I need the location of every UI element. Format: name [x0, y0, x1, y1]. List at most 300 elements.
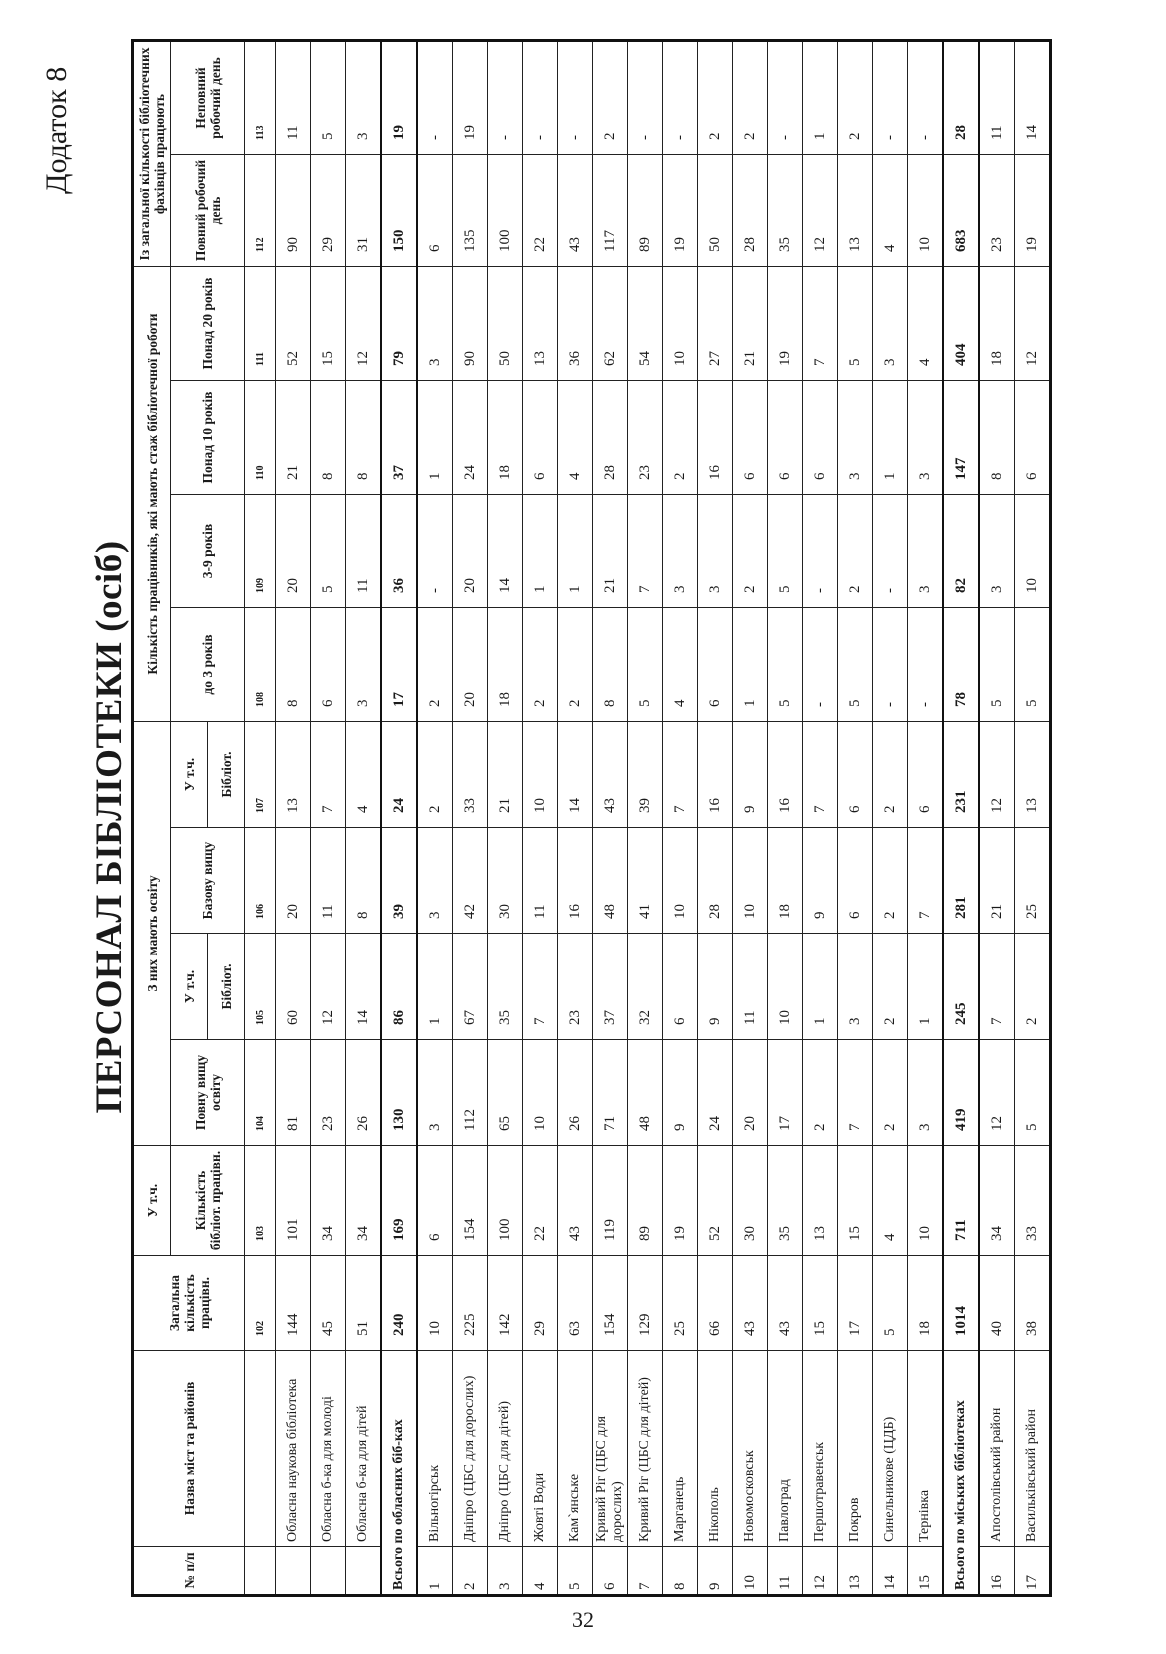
- value-cell: 90: [453, 267, 488, 381]
- value-cell: 25: [663, 1256, 698, 1351]
- value-cell: 154: [593, 1256, 628, 1351]
- column-number: 113: [245, 40, 276, 154]
- value-cell: 8: [346, 828, 382, 934]
- header-name: Назва міст та районів: [133, 1351, 245, 1547]
- header-num: № п/п: [133, 1547, 245, 1596]
- column-number: 106: [245, 828, 276, 934]
- value-cell: 3: [698, 495, 733, 608]
- row-name: Покров: [838, 1351, 873, 1547]
- value-cell: 13: [276, 722, 311, 828]
- value-cell: 5: [838, 267, 873, 381]
- value-cell: 12: [346, 267, 382, 381]
- value-cell: 30: [733, 1146, 768, 1256]
- value-cell: 34: [311, 1146, 346, 1256]
- value-cell: 52: [276, 267, 311, 381]
- column-number: 110: [245, 381, 276, 495]
- column-number: 104: [245, 1040, 276, 1146]
- value-cell: 3: [663, 495, 698, 608]
- value-cell: 36: [558, 267, 593, 381]
- value-cell: 16: [558, 828, 593, 934]
- value-cell: -: [908, 40, 944, 154]
- value-cell: 26: [558, 1040, 593, 1146]
- value-cell: 3: [417, 1040, 453, 1146]
- value-cell: 8: [276, 608, 311, 722]
- value-cell: -: [768, 40, 803, 154]
- value-cell: 5: [768, 495, 803, 608]
- header-incl-lib-1: У т.ч.: [171, 934, 208, 1040]
- value-cell: 2: [558, 608, 593, 722]
- value-cell: 17: [838, 1256, 873, 1351]
- row-name: Васильківський район: [1015, 1351, 1051, 1547]
- column-number: 108: [245, 608, 276, 722]
- row-name: Першотравенськ: [803, 1351, 838, 1547]
- value-cell: 18: [908, 1256, 944, 1351]
- value-cell: 15: [838, 1146, 873, 1256]
- row-name: Новомосковськ: [733, 1351, 768, 1547]
- table-row: [628, 40, 663, 1595]
- value-cell: 2: [523, 608, 558, 722]
- value-cell: 12: [1015, 267, 1051, 381]
- value-cell: 1: [803, 934, 838, 1040]
- value-cell: 60: [276, 934, 311, 1040]
- value-cell: 31: [346, 155, 382, 267]
- value-cell: 7: [523, 934, 558, 1040]
- value-cell: 63: [558, 1256, 593, 1351]
- value-cell: 11: [346, 495, 382, 608]
- page-title: ПЕРСОНАЛ БІБЛІОТЕКИ (осіб): [89, 540, 130, 1114]
- value-cell: 14: [488, 495, 523, 608]
- value-cell: 10: [908, 1146, 944, 1256]
- value-cell: 28: [698, 828, 733, 934]
- table-row: [908, 40, 944, 1595]
- value-cell: 1: [908, 934, 944, 1040]
- value-cell: 11: [311, 828, 346, 934]
- row-name: Марганець: [663, 1351, 698, 1547]
- value-cell: 40: [979, 1256, 1015, 1351]
- value-cell: 6: [698, 608, 733, 722]
- total-label: Всього по обласних біб-ках: [381, 1351, 417, 1596]
- value-cell: 43: [768, 1256, 803, 1351]
- value-cell: 4: [558, 381, 593, 495]
- table-row: [768, 40, 803, 1595]
- column-number: 112: [245, 155, 276, 267]
- value-cell: 14: [1015, 40, 1051, 154]
- row-number: 5: [558, 1547, 593, 1596]
- column-number: 105: [245, 934, 276, 1040]
- value-cell: 6: [311, 608, 346, 722]
- staff-table: [131, 39, 1052, 1597]
- value-cell: 3: [346, 40, 382, 154]
- row-name: Тернівка: [908, 1351, 944, 1547]
- value-cell: 7: [628, 495, 663, 608]
- value-cell: 150: [381, 155, 417, 267]
- value-cell: 21: [979, 828, 1015, 934]
- value-cell: 7: [311, 722, 346, 828]
- value-cell: 135: [453, 155, 488, 267]
- table-row: [873, 40, 908, 1595]
- value-cell: 43: [558, 155, 593, 267]
- value-cell: 10: [417, 1256, 453, 1351]
- value-cell: 17: [381, 608, 417, 722]
- value-cell: 7: [803, 722, 838, 828]
- value-cell: 89: [628, 1146, 663, 1256]
- value-cell: 2: [698, 40, 733, 154]
- value-cell: 5: [768, 608, 803, 722]
- value-cell: 154: [453, 1146, 488, 1256]
- value-cell: 23: [311, 1040, 346, 1146]
- value-cell: -: [873, 40, 908, 154]
- value-cell: 20: [276, 495, 311, 608]
- value-cell: 225: [453, 1256, 488, 1351]
- table-row: [417, 40, 453, 1595]
- value-cell: 6: [663, 934, 698, 1040]
- value-cell: 9: [663, 1040, 698, 1146]
- value-cell: 3: [908, 1040, 944, 1146]
- header-work: Із загальної кількості бібліотечних фахівців працюють: [133, 40, 171, 266]
- row-number: 7: [628, 1547, 663, 1596]
- value-cell: 19: [1015, 155, 1051, 267]
- header-basic-higher: Базову вищу: [171, 828, 245, 934]
- value-cell: 1: [523, 495, 558, 608]
- row-number: 4: [523, 1547, 558, 1596]
- value-cell: 19: [663, 155, 698, 267]
- value-cell: 6: [803, 381, 838, 495]
- header-exp-3: до 3 років: [171, 608, 245, 722]
- value-cell: 20: [733, 1040, 768, 1146]
- value-cell: 4: [346, 722, 382, 828]
- value-cell: 3: [908, 381, 944, 495]
- value-cell: 3: [417, 267, 453, 381]
- value-cell: 23: [979, 155, 1015, 267]
- value-cell: 2: [873, 722, 908, 828]
- value-cell: 144: [276, 1256, 311, 1351]
- value-cell: 22: [523, 155, 558, 267]
- value-cell: 28: [593, 381, 628, 495]
- header-exp-10: Понад 10 років: [171, 381, 245, 495]
- value-cell: -: [488, 40, 523, 154]
- column-number: 109: [245, 495, 276, 608]
- value-cell: 32: [628, 934, 663, 1040]
- value-cell: 51: [346, 1256, 382, 1351]
- value-cell: 7: [838, 1040, 873, 1146]
- value-cell: 33: [1015, 1146, 1051, 1256]
- value-cell: 10: [1015, 495, 1051, 608]
- value-cell: 7: [979, 934, 1015, 1040]
- value-cell: 43: [593, 722, 628, 828]
- table-row: [311, 40, 346, 1595]
- value-cell: 6: [908, 722, 944, 828]
- value-cell: 45: [311, 1256, 346, 1351]
- row-number: 13: [838, 1547, 873, 1596]
- table-row: [979, 40, 1015, 1595]
- row-name: Обласна б-ка для молоді: [311, 1351, 346, 1547]
- value-cell: 65: [488, 1040, 523, 1146]
- value-cell: 30: [488, 828, 523, 934]
- value-cell: 11: [523, 828, 558, 934]
- value-cell: 81: [276, 1040, 311, 1146]
- value-cell: 7: [663, 722, 698, 828]
- value-cell: 78: [943, 608, 979, 722]
- value-cell: 16: [768, 722, 803, 828]
- value-cell: 101: [276, 1146, 311, 1256]
- value-cell: 89: [628, 155, 663, 267]
- value-cell: 18: [979, 267, 1015, 381]
- value-cell: 24: [698, 1040, 733, 1146]
- value-cell: 10: [733, 828, 768, 934]
- value-cell: 5: [311, 40, 346, 154]
- value-cell: 231: [943, 722, 979, 828]
- value-cell: 18: [488, 608, 523, 722]
- value-cell: 39: [381, 828, 417, 934]
- value-cell: 27: [698, 267, 733, 381]
- value-cell: 683: [943, 155, 979, 267]
- row-number: [346, 1547, 382, 1596]
- value-cell: 52: [698, 1146, 733, 1256]
- header-exp-20: Понад 20 років: [171, 267, 245, 381]
- value-cell: 7: [908, 828, 944, 934]
- value-cell: 10: [523, 722, 558, 828]
- row-name: Обласна наукова бібліотека: [276, 1351, 311, 1547]
- value-cell: 2: [733, 40, 768, 154]
- table-row: [803, 40, 838, 1595]
- value-cell: 21: [488, 722, 523, 828]
- value-cell: 41: [628, 828, 663, 934]
- value-cell: 82: [943, 495, 979, 608]
- header-part-day: Неповний робочий день: [171, 40, 245, 154]
- column-number-cell: [245, 1351, 276, 1547]
- value-cell: 5: [1015, 608, 1051, 722]
- value-cell: -: [523, 40, 558, 154]
- row-name: Вільногірськ: [417, 1351, 453, 1547]
- value-cell: 1014: [943, 1256, 979, 1351]
- value-cell: 240: [381, 1256, 417, 1351]
- value-cell: 2: [733, 495, 768, 608]
- value-cell: 711: [943, 1146, 979, 1256]
- value-cell: 13: [803, 1146, 838, 1256]
- value-cell: 50: [488, 267, 523, 381]
- table-row: [453, 40, 488, 1595]
- row-name: Обласна б-ка для дітей: [346, 1351, 382, 1547]
- header-experience: Кількість працівників, які мають стаж бібліотечної роботи: [133, 267, 171, 722]
- value-cell: 5: [873, 1256, 908, 1351]
- value-cell: 36: [381, 495, 417, 608]
- value-cell: 43: [733, 1256, 768, 1351]
- value-cell: 20: [453, 608, 488, 722]
- value-cell: 2: [838, 495, 873, 608]
- value-cell: -: [873, 608, 908, 722]
- value-cell: -: [417, 40, 453, 154]
- value-cell: 2: [417, 608, 453, 722]
- value-cell: 6: [1015, 381, 1051, 495]
- value-cell: 245: [943, 934, 979, 1040]
- total-row: [381, 40, 417, 1595]
- value-cell: 2: [803, 1040, 838, 1146]
- header-education: З них мають освіту: [133, 722, 171, 1146]
- value-cell: 112: [453, 1040, 488, 1146]
- value-cell: 39: [628, 722, 663, 828]
- value-cell: 22: [523, 1146, 558, 1256]
- value-cell: 28: [733, 155, 768, 267]
- value-cell: -: [803, 495, 838, 608]
- value-cell: 15: [803, 1256, 838, 1351]
- row-number: 9: [698, 1547, 733, 1596]
- value-cell: 4: [873, 1146, 908, 1256]
- value-cell: -: [908, 608, 944, 722]
- value-cell: 6: [417, 155, 453, 267]
- row-name: Павлоград: [768, 1351, 803, 1547]
- value-cell: 281: [943, 828, 979, 934]
- value-cell: 4: [873, 155, 908, 267]
- value-cell: 6: [838, 828, 873, 934]
- value-cell: 12: [311, 934, 346, 1040]
- value-cell: 2: [593, 40, 628, 154]
- row-name: Дніпро (ЦБС для дорослих): [453, 1351, 488, 1547]
- value-cell: 66: [698, 1256, 733, 1351]
- table-row: [1015, 40, 1051, 1595]
- value-cell: 37: [593, 934, 628, 1040]
- row-number: [311, 1547, 346, 1596]
- value-cell: 12: [979, 722, 1015, 828]
- total-label: Всього по міських бібліотеках: [943, 1351, 979, 1596]
- value-cell: 21: [276, 381, 311, 495]
- page-number: 32: [572, 1607, 594, 1632]
- value-cell: 1: [873, 381, 908, 495]
- value-cell: 2: [1015, 934, 1051, 1040]
- header-exp-3-9: 3-9 років: [171, 495, 245, 608]
- value-cell: 25: [1015, 828, 1051, 934]
- row-number: 16: [979, 1547, 1015, 1596]
- row-name: Кривий Ріг (ЦБС для дітей): [628, 1351, 663, 1547]
- value-cell: 28: [943, 40, 979, 154]
- value-cell: 6: [838, 722, 873, 828]
- value-cell: 1: [733, 608, 768, 722]
- value-cell: 6: [768, 381, 803, 495]
- row-number: 11: [768, 1547, 803, 1596]
- value-cell: 26: [346, 1040, 382, 1146]
- value-cell: 129: [628, 1256, 663, 1351]
- column-number-row: [245, 40, 276, 1595]
- value-cell: 35: [768, 1146, 803, 1256]
- table-row: [593, 40, 628, 1595]
- value-cell: 8: [346, 381, 382, 495]
- value-cell: 20: [276, 828, 311, 934]
- column-number-cell: [245, 1547, 276, 1596]
- value-cell: 35: [768, 155, 803, 267]
- value-cell: 2: [873, 1040, 908, 1146]
- value-cell: 19: [768, 267, 803, 381]
- value-cell: 16: [698, 381, 733, 495]
- value-cell: 3: [346, 608, 382, 722]
- row-number: [276, 1547, 311, 1596]
- row-number: 17: [1015, 1547, 1051, 1596]
- value-cell: 48: [628, 1040, 663, 1146]
- value-cell: 54: [628, 267, 663, 381]
- value-cell: 19: [381, 40, 417, 154]
- value-cell: 1: [417, 934, 453, 1040]
- value-cell: 3: [838, 381, 873, 495]
- table-row: [663, 40, 698, 1595]
- value-cell: 2: [417, 722, 453, 828]
- value-cell: 10: [523, 1040, 558, 1146]
- value-cell: 419: [943, 1040, 979, 1146]
- value-cell: 23: [628, 381, 663, 495]
- header-total: Загальна кількість працівн.: [133, 1256, 245, 1351]
- value-cell: 10: [663, 267, 698, 381]
- value-cell: 5: [628, 608, 663, 722]
- header-incl: У т.ч.: [133, 1146, 171, 1256]
- value-cell: 79: [381, 267, 417, 381]
- value-cell: 13: [523, 267, 558, 381]
- value-cell: 3: [417, 828, 453, 934]
- value-cell: 33: [453, 722, 488, 828]
- row-number: 2: [453, 1547, 488, 1596]
- value-cell: 86: [381, 934, 417, 1040]
- value-cell: 117: [593, 155, 628, 267]
- row-number: 15: [908, 1547, 944, 1596]
- value-cell: 9: [698, 934, 733, 1040]
- value-cell: -: [417, 495, 453, 608]
- value-cell: 10: [768, 934, 803, 1040]
- value-cell: 14: [558, 722, 593, 828]
- value-cell: 11: [733, 934, 768, 1040]
- appendix-label: Додаток 8: [40, 66, 73, 194]
- value-cell: 5: [838, 608, 873, 722]
- row-number: 8: [663, 1547, 698, 1596]
- value-cell: 23: [558, 934, 593, 1040]
- column-number: 107: [245, 722, 276, 828]
- value-cell: 8: [311, 381, 346, 495]
- value-cell: 12: [803, 155, 838, 267]
- value-cell: 29: [523, 1256, 558, 1351]
- value-cell: 35: [488, 934, 523, 1040]
- value-cell: 11: [979, 40, 1015, 154]
- value-cell: 5: [979, 608, 1015, 722]
- value-cell: 6: [733, 381, 768, 495]
- value-cell: 2: [873, 828, 908, 934]
- row-number: 12: [803, 1547, 838, 1596]
- value-cell: 2: [873, 934, 908, 1040]
- value-cell: 3: [979, 495, 1015, 608]
- value-cell: 42: [453, 828, 488, 934]
- total-row: [943, 40, 979, 1595]
- value-cell: 17: [768, 1040, 803, 1146]
- table-row: [276, 40, 311, 1595]
- value-cell: 71: [593, 1040, 628, 1146]
- value-cell: 20: [453, 495, 488, 608]
- value-cell: 16: [698, 722, 733, 828]
- column-number: 111: [245, 267, 276, 381]
- value-cell: 18: [768, 828, 803, 934]
- value-cell: 15: [311, 267, 346, 381]
- value-cell: 90: [276, 155, 311, 267]
- value-cell: 24: [453, 381, 488, 495]
- value-cell: 10: [663, 828, 698, 934]
- row-number: 6: [593, 1547, 628, 1596]
- header-lib-1: Бібліот.: [208, 934, 245, 1040]
- row-name: Синельникове (ЦДБ): [873, 1351, 908, 1547]
- header-lib-2: Бібліот.: [208, 722, 245, 828]
- value-cell: 100: [488, 1146, 523, 1256]
- value-cell: 5: [1015, 1040, 1051, 1146]
- value-cell: 1: [803, 40, 838, 154]
- header-lib-staff: Кількість бібліот. працівн.: [171, 1146, 245, 1256]
- row-number: 3: [488, 1547, 523, 1596]
- value-cell: 8: [979, 381, 1015, 495]
- value-cell: 6: [523, 381, 558, 495]
- value-cell: 169: [381, 1146, 417, 1256]
- value-cell: 13: [838, 155, 873, 267]
- value-cell: 3: [838, 934, 873, 1040]
